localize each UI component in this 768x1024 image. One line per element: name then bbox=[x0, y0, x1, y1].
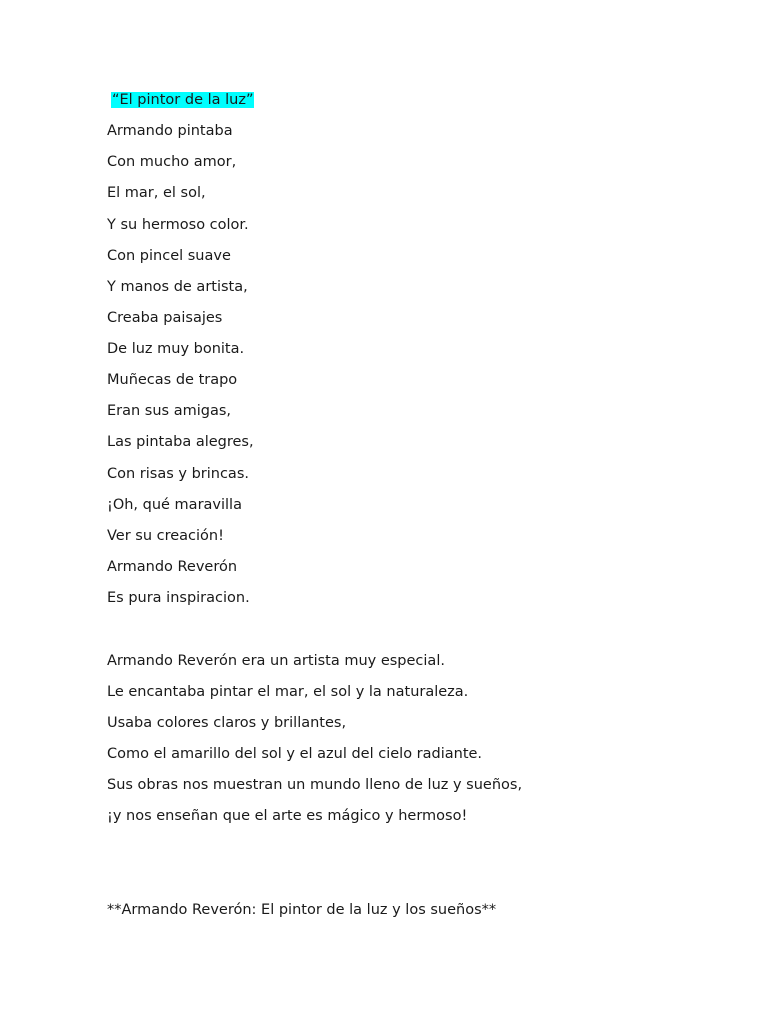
poem-line: De luz muy bonita. bbox=[107, 341, 245, 357]
poem-title-line bbox=[111, 90, 254, 110]
prose-line: Como el amarillo del sol y el azul del cielo radiante. bbox=[107, 746, 483, 762]
poem-line: Creaba paisajes bbox=[107, 310, 223, 326]
footer-heading: **Armando Reverón: El pintor de la luz y los sueños** bbox=[107, 902, 497, 918]
prose-line: Armando Reverón era un artista muy especial. bbox=[107, 653, 445, 669]
poem-line: Eran sus amigas, bbox=[107, 403, 232, 419]
poem-line: Armando Reverón bbox=[107, 559, 238, 575]
poem-title: “El pintor de la luz” bbox=[112, 92, 254, 108]
poem-line: Y manos de artista, bbox=[107, 279, 248, 295]
poem-line: ¡Oh, qué maravilla bbox=[107, 497, 242, 513]
poem-line: Armando pintaba bbox=[107, 123, 233, 139]
poem-line: Y su hermoso color. bbox=[107, 217, 249, 233]
prose-line: ¡y nos enseñan que el arte es mágico y hermoso! bbox=[107, 808, 468, 824]
prose-line: Le encantaba pintar el mar, el sol y la naturaleza. bbox=[107, 684, 469, 700]
poem-line: Muñecas de trapo bbox=[107, 372, 238, 388]
poem-line: El mar, el sol, bbox=[107, 185, 206, 201]
poem-line: Ver su creación! bbox=[107, 528, 224, 544]
poem-line: Las pintaba alegres, bbox=[107, 434, 254, 450]
prose-line: Usaba colores claros y brillantes, bbox=[107, 715, 347, 731]
poem-line: Es pura inspiracion. bbox=[107, 590, 250, 606]
poem-line: Con risas y brincas. bbox=[107, 466, 249, 482]
poem-line: Con mucho amor, bbox=[107, 154, 237, 170]
poem-line: Con pincel suave bbox=[107, 248, 231, 264]
prose-line: Sus obras nos muestran un mundo lleno de luz y sueños, bbox=[107, 777, 523, 793]
